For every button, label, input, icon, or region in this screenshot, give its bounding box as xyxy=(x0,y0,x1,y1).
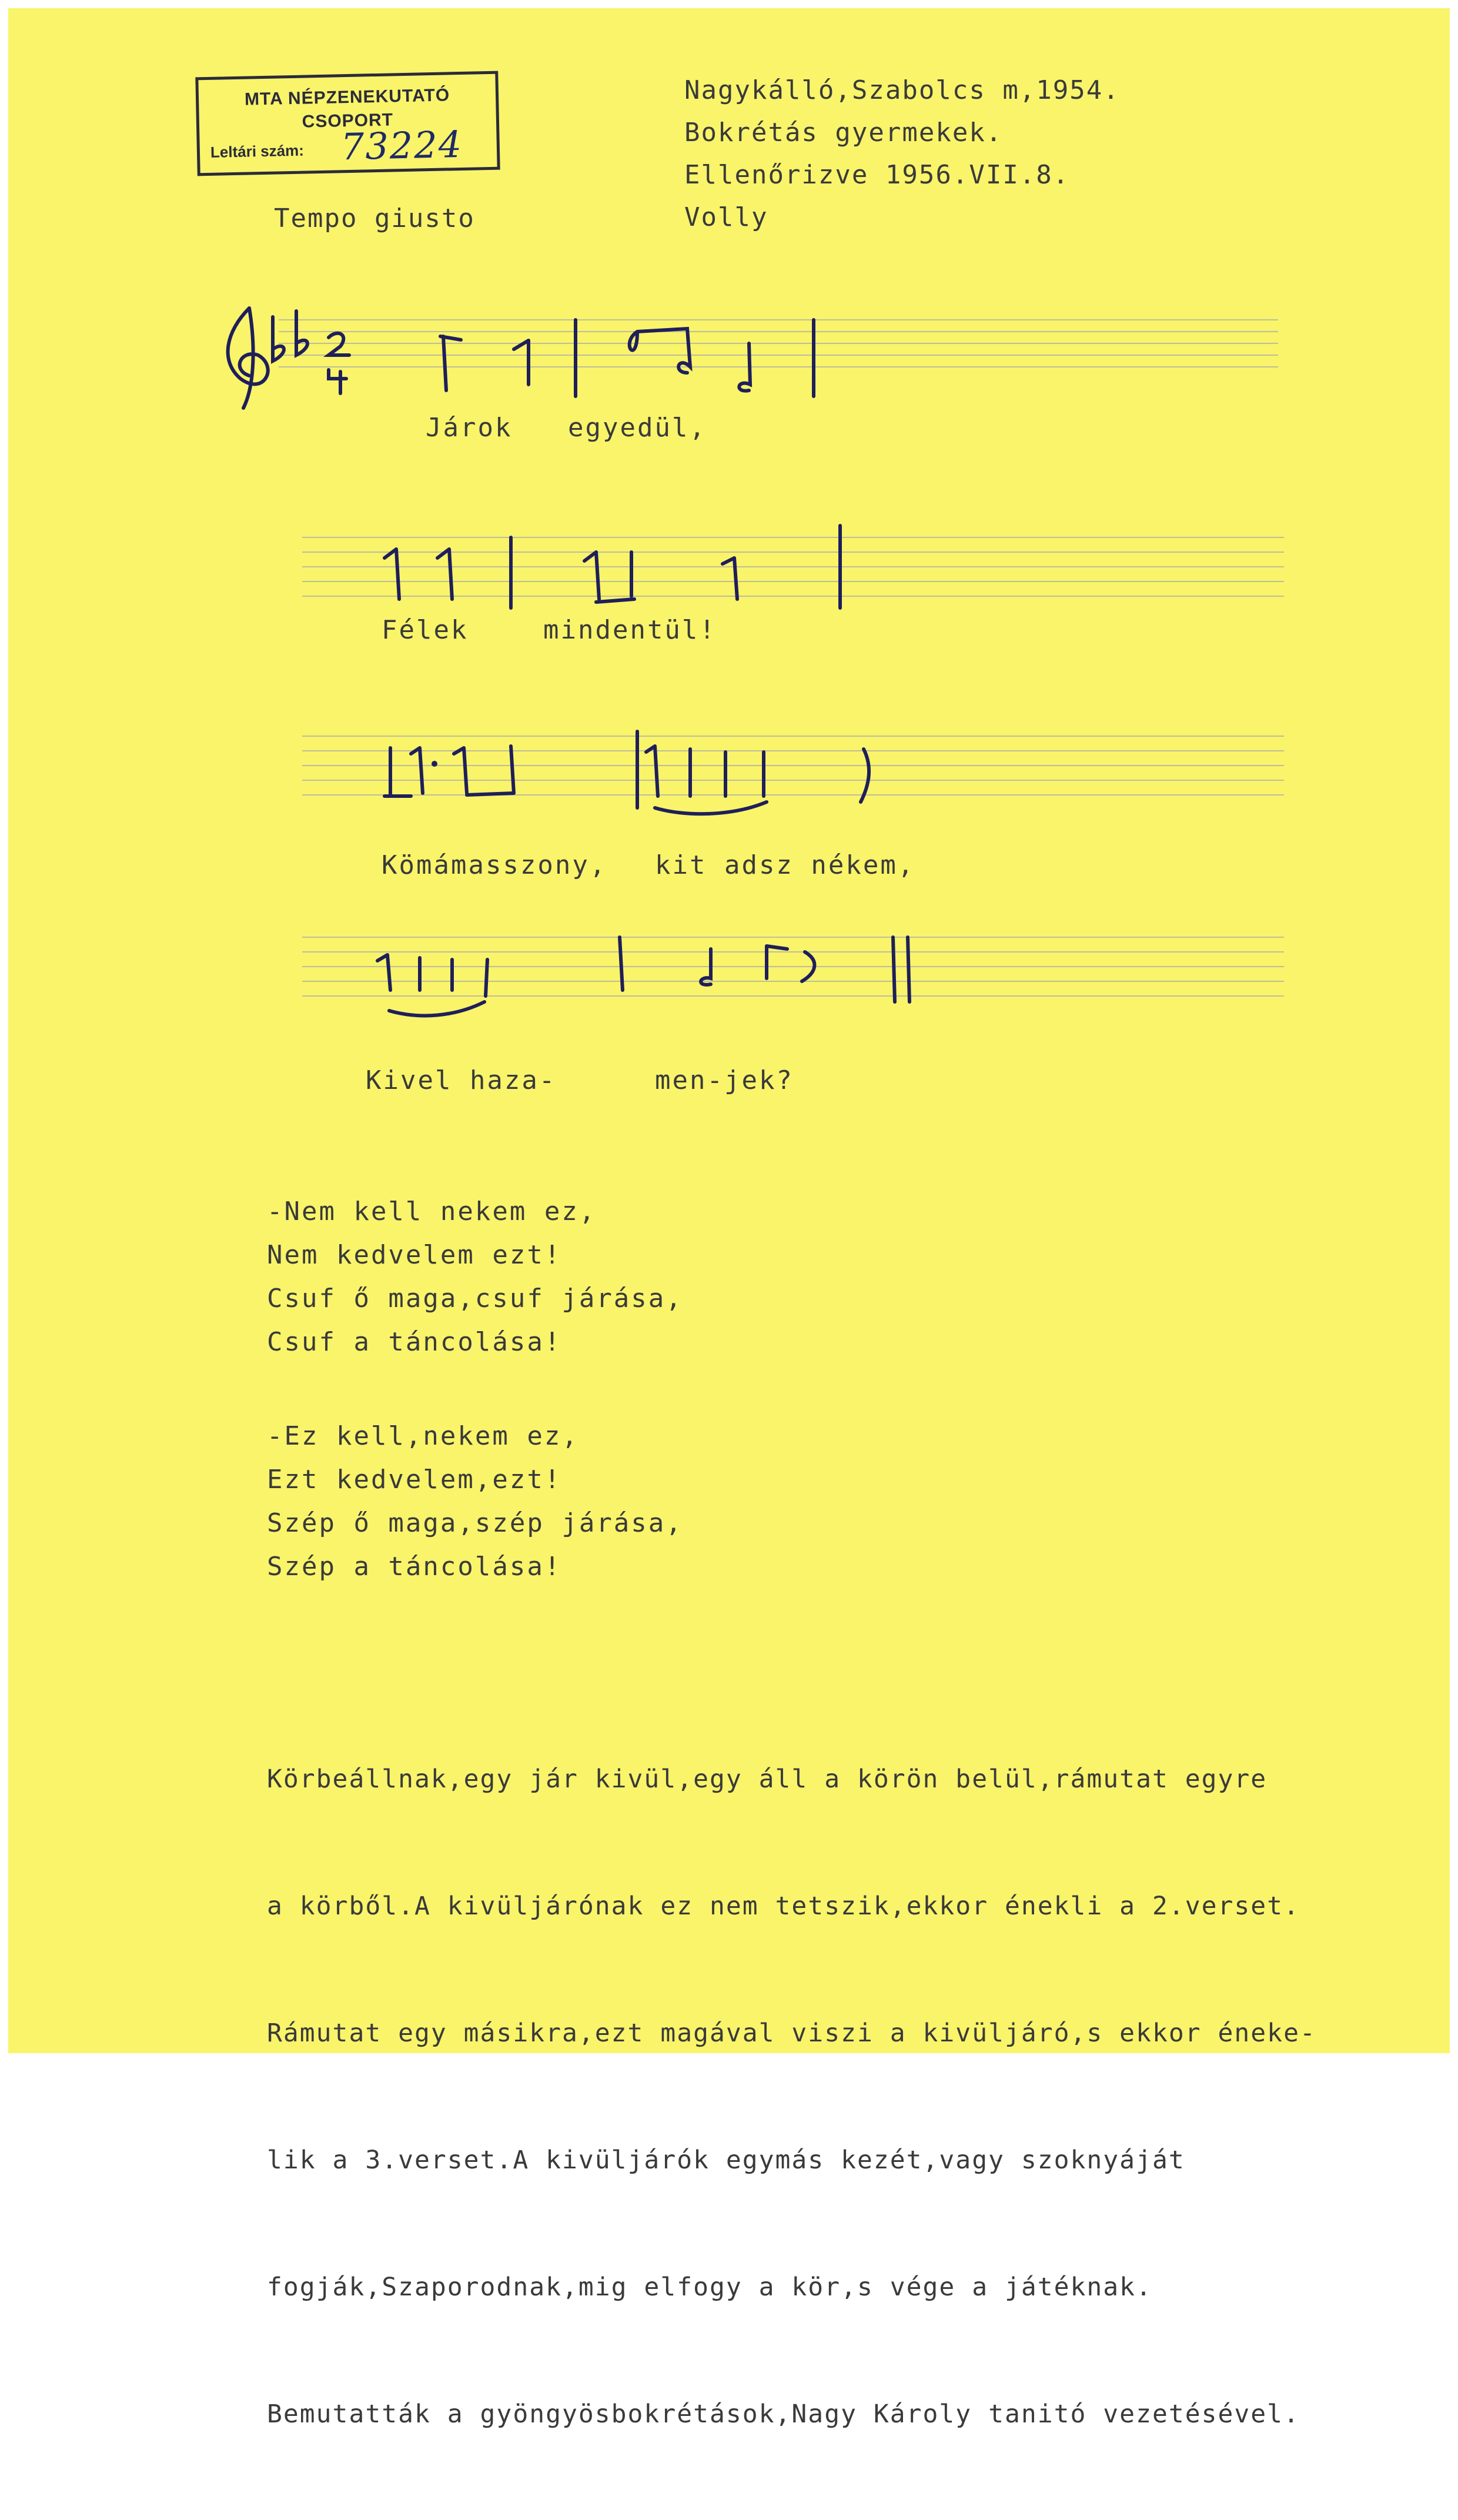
verse-line: Csuf a táncolása! xyxy=(267,1327,562,1357)
eighth-note xyxy=(384,549,399,599)
verse-3 xyxy=(267,1415,683,1589)
staff-lines xyxy=(302,937,1284,996)
beamed-notes xyxy=(584,552,634,602)
lyric-word: kit adsz nékem, xyxy=(655,850,915,880)
staff-1-notation xyxy=(208,296,1284,414)
verse-line: Szép a táncolása! xyxy=(267,1552,562,1582)
eighth-note xyxy=(514,340,529,385)
description-line: a körből.A kivüljárónak ez nem tetszik,ekkor énekli a 2.verset. xyxy=(267,1891,1300,1921)
staff-4-notation xyxy=(302,925,1290,1025)
lyric-word: mindentül! xyxy=(543,615,717,645)
description-line: fogják,Szaporodnak,mig elfogy a kör,s vége a játéknak. xyxy=(267,2272,1152,2302)
staff-3-notation xyxy=(302,720,1290,825)
dot xyxy=(432,761,437,767)
verse-line: Szép ő maga,szép járása, xyxy=(267,1508,683,1538)
verse-line: -Ez kell,nekem ez, xyxy=(267,1421,579,1451)
header-line: Volly xyxy=(684,202,768,232)
eighth-note xyxy=(861,749,869,802)
flat-sign-icon xyxy=(296,311,307,355)
header-line: Ellenőrizve 1956.VII.8. xyxy=(684,160,1070,190)
bar-line xyxy=(620,937,623,990)
beamed-notes xyxy=(630,329,690,373)
verse-line: Csuf ő maga,csuf járása, xyxy=(267,1284,683,1314)
verse-line: -Nem kell nekem ez, xyxy=(267,1197,597,1226)
stamp-label: Leltári szám: xyxy=(210,141,305,161)
header-line: Bokrétás gyermekek. xyxy=(684,118,1003,148)
eighth-note xyxy=(723,558,737,599)
description-line: lik a 3.verset.A kivüljárók egymás kezét,vagy szoknyáját xyxy=(267,2145,1185,2175)
lyric-word: men-jek? xyxy=(655,1065,794,1095)
tempo-marking: Tempo giusto xyxy=(274,203,475,233)
flat-sign-icon xyxy=(273,317,284,361)
stamp-line-1: MTA NÉPZENEKUTATÓ xyxy=(244,85,450,109)
description-line: Rámutat egy másikra,ezt magával viszi a kivüljáró,s ekkor éneke- xyxy=(267,2018,1316,2048)
verse-line: Ezt kedvelem,ezt! xyxy=(267,1465,562,1495)
staff-lines xyxy=(302,736,1284,795)
archive-stamp xyxy=(195,71,500,176)
staff-lines xyxy=(279,320,1278,367)
lyric-word: egyedül, xyxy=(568,413,707,443)
inventory-number: 73224 xyxy=(340,122,463,169)
treble-clef-icon xyxy=(228,308,268,408)
description-line: Bemutatták a gyöngyösbokrétások,Nagy Károly tanitó vezetésével. xyxy=(267,2399,1300,2429)
final-bar-line xyxy=(908,937,909,1002)
eighth-note xyxy=(440,336,461,390)
lyric-word: Járok xyxy=(426,413,513,443)
beamed-notes xyxy=(384,748,423,796)
manuscript-sheet xyxy=(8,8,1450,2429)
lyric-word: Kivel haza- xyxy=(366,1065,557,1095)
final-bar-line xyxy=(893,937,895,1002)
staff-2-notation xyxy=(302,526,1290,620)
verse-line: Nem kedvelem ezt! xyxy=(267,1240,562,1270)
lyric-word: Kömámasszony, xyxy=(382,850,607,880)
beamed-notes xyxy=(454,746,514,795)
lyric-word: Félek xyxy=(382,615,469,645)
eighth-note xyxy=(437,549,452,599)
game-description xyxy=(267,1673,1316,2520)
beamed-notes xyxy=(377,955,487,1015)
verse-2 xyxy=(267,1190,683,1364)
description-line: Körbeállnak,egy jár kivül,egy áll a körön belül,rámutat egyre xyxy=(267,1764,1268,1794)
stamp-line-2: CSOPORT xyxy=(302,110,394,132)
header-line: Nagykálló,Szabolcs m,1954. xyxy=(684,75,1120,105)
header-block xyxy=(684,69,1120,239)
time-signature-icon xyxy=(329,333,349,393)
